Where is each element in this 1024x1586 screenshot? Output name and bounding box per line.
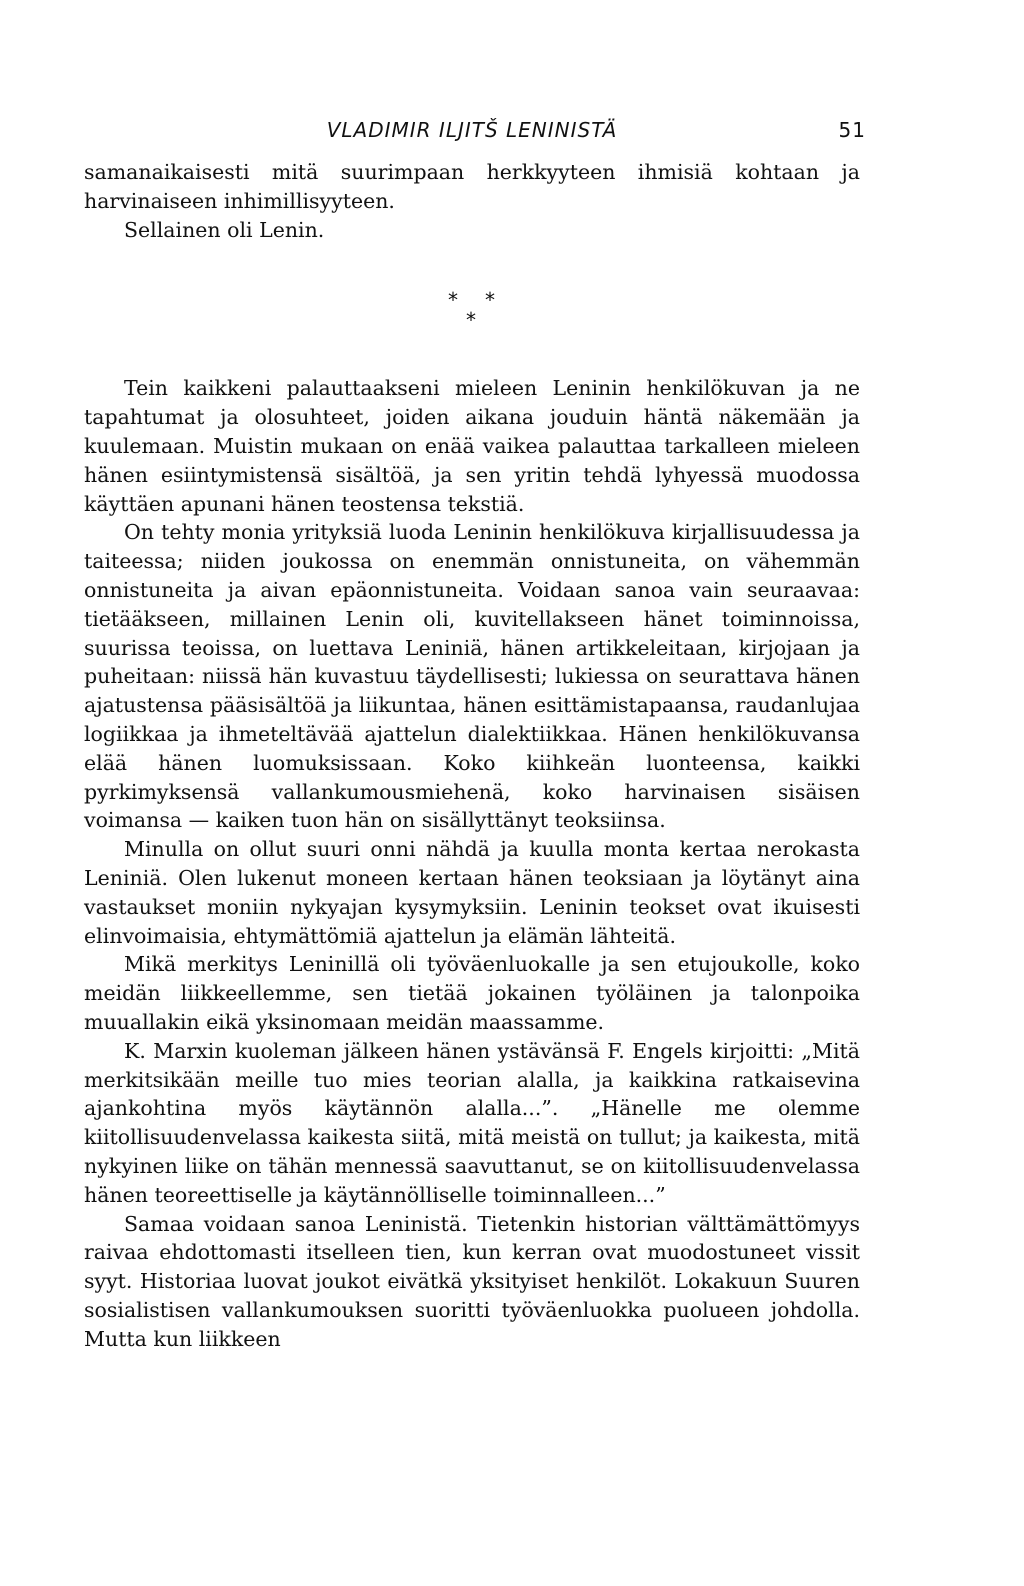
paragraph: Samaa voidaan sanoa Leninistä. Tietenkin historian välttämättömyys raivaa ehdottomasti itselleen tien, kun kerran ovat muodostuneet vissit syyt. Historiaa luovat joukot eivätkä yksityiset henkilöt. Lokakuun Suuren sosialistisen vallankumouksen suoritti työväenluokka puolueen johdolla. Mutta kun liikkeen: [84, 1211, 860, 1351]
body-text: [84, 158, 860, 1353]
paragraph: Sellainen oli Lenin.: [124, 217, 325, 242]
paragraph: On tehty monia yrityksiä luoda Leninin henkilökuva kirjallisuudessa ja taiteessa; niiden joukossa on enemmän onnistuneita, on vähemmän onnistuneita ja aivan epäonnistuneita. Voidaan sanoa vain seuraavaa: tietääkseen, millainen Lenin oli, kuvitellakseen hänet toiminnoissa, suurissa teoissa, on luettava Leniniä, hänen artikkeleitaan, kirjojaan ja puheitaan: niissä hän kuvastuu täydellisesti; lukiessa on seurattava hänen ajatustensa pääsisältöä ja liikuntaa, hänen esittämistapaansa, raudanlujaa logiikkaa ja ihmeteltävää ajattelun dialektiikkaa. Hänen henkilökuvansa elää hänen luomuksissaan. Koko kiihkeän luonteensa, kaikki pyrkimyksensä vallankumousmiehenä, koko harvinaisen sisäisen voimansa — kaiken tuon hän on sisällyttänyt teoksiinsa.: [84, 520, 860, 833]
running-title: VLADIMIR ILJITŠ LENINISTÄ: [326, 118, 618, 142]
asterism-star: *: [448, 288, 458, 313]
asterism-star: *: [466, 308, 476, 333]
running-header: [84, 118, 866, 158]
book-page: [84, 118, 866, 1353]
asterism-star: *: [485, 288, 495, 313]
section-separator: [84, 244, 860, 374]
paragraph: Mikä merkitys Leninillä oli työväenluokalle ja sen etujoukolle, koko meidän liikkeellemme, sen tietää jokainen työläinen ja talonpoika muuallakin eikä yksinomaan meidän maassamme.: [84, 952, 860, 1034]
paragraph: K. Marxin kuoleman jälkeen hänen ystävänsä F. Engels kirjoitti: „Mitä merkitsikään meille tuo mies teorian alalla, ja kaikkina ratkaisevina ajankohtina myös käytännön alalla...”. „Hänelle me olemme kiitollisuudenvelassa kaikesta siitä, mitä meistä on tullut; ja kaikesta, mitä nykyinen liike on tähän mennessä saavuttanut, se on kiitollisuudenvelassa hänen teoreettiselle ja käytännölliselle toiminnalleen...”: [84, 1038, 860, 1207]
page-number: 51: [838, 118, 866, 142]
paragraph: Tein kaikkeni palauttaakseni mieleen Leninin henkilökuvan ja ne tapahtumat ja olosuhteet, joiden aikana jouduin häntä näkemään ja kuulemaan. Muistin mukaan on enää vaikea palauttaa tarkalleen mieleen hänen esiintymistensä sisältöä, ja sen yritin tehdä lyhyessä muodossa käyttäen apunani hänen teostensa tekstiä.: [84, 376, 860, 516]
paragraph: Minulla on ollut suuri onni nähdä ja kuulla monta kertaa nerokasta Leniniä. Olen lukenut moneen kertaan hänen teoksiaan ja löytänyt aina vastaukset moniin nykyajan kysymyksiin. Leninin teokset ovat ikuisesti elinvoimaisia, ehtymättömiä ajattelun ja elämän lähteitä.: [84, 837, 860, 948]
paragraph: samanaikaisesti mitä suurimpaan herkkyyteen ihmisiä kohtaan ja harvinaiseen inhimillisyyteen.: [84, 160, 860, 213]
